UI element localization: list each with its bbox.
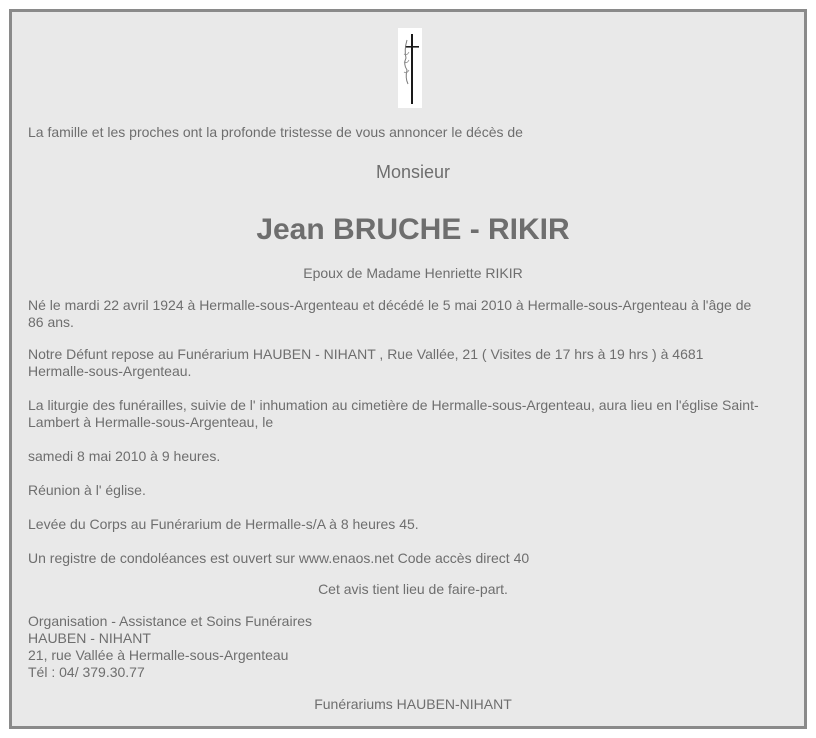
- notice-frame: [9, 9, 807, 729]
- reunion-line: Réunion à l' église.: [28, 482, 146, 498]
- birth-death-line-1: Né le mardi 22 avril 1924 à Hermalle-sous-Argenteau et décédé le 5 mai 2010 à Hermalle-sous-Argenteau à l'âge de: [28, 297, 752, 313]
- faire-part-line: Cet avis tient lieu de faire-part.: [318, 581, 508, 597]
- repose-line-2: Hermalle-sous-Argenteau.: [28, 363, 192, 379]
- organisation-line-3: 21, rue Vallée à Hermalle-sous-Argenteau: [28, 647, 289, 663]
- organisation-phone: Tél : 04/ 379.30.77: [28, 664, 145, 680]
- organisation-line-1: Organisation - Assistance et Soins Funéraires: [28, 613, 313, 629]
- deceased-name: Jean BRUCHE - RIKIR: [256, 213, 570, 246]
- levee-line: Levée du Corps au Funérarium de Hermalle-s/A à 8 heures 45.: [28, 516, 419, 532]
- liturgy-line-1: La liturgie des funérailles, suivie de l' inhumation au cimetière de Hermalle-sous-Argenteau, aura lieu en l'église Saint-: [28, 397, 759, 413]
- footer-signature: Funérariums HAUBEN-NIHANT: [314, 696, 512, 712]
- repose-line-1: Notre Défunt repose au Funérarium HAUBEN - NIHANT , Rue Vallée, 21 ( Visites de 17 hrs à 19 hrs ) à 4681: [28, 346, 704, 362]
- registre-line: Un registre de condoléances est ouvert sur www.enaos.net Code accès direct 40: [28, 550, 530, 566]
- spouse-line: Epoux de Madame Henriette RIKIR: [303, 265, 523, 281]
- organisation-line-2: HAUBEN - NIHANT: [28, 630, 151, 646]
- honorific: Monsieur: [375, 162, 451, 182]
- cross-emblem: [398, 28, 422, 108]
- birth-death-line-2: 86 ans.: [28, 314, 74, 330]
- cross-icon: [398, 28, 422, 108]
- liturgy-line-2: Lambert à Hermalle-sous-Argenteau, le: [28, 414, 274, 430]
- intro-text: La famille et les proches ont la profonde tristesse de vous annoncer le décès de: [28, 124, 523, 140]
- ceremony-date: samedi 8 mai 2010 à 9 heures.: [28, 448, 221, 464]
